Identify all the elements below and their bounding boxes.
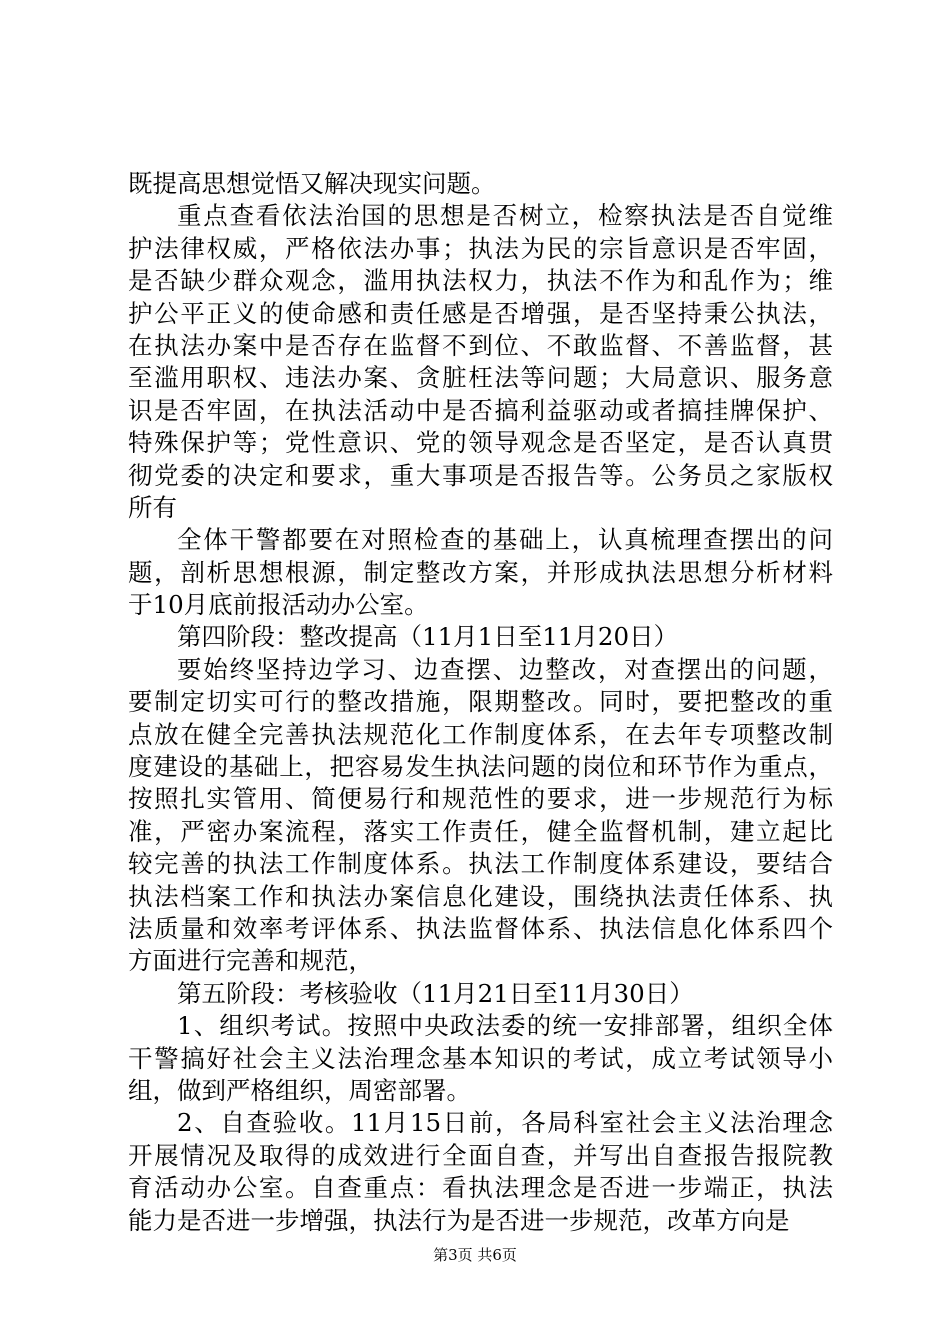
text-line: 是否缺少群众观念，滥用执法权力，执法不作为和乱作为；维 [128, 266, 833, 296]
paragraph [128, 621, 833, 653]
page-number-label: 第3页 共6页 [433, 1246, 517, 1264]
paragraph [128, 200, 833, 524]
text-line: 较完善的执法工作制度体系。执法工作制度体系建设，要结合 [128, 849, 833, 879]
text-line: 育活动办公室。自查重点：看执法理念是否进一步端正，执法 [128, 1173, 833, 1203]
text-line: 2、自查验收。11月15日前，各局科室社会主义法治理念 [177, 1108, 833, 1138]
text-line: 方面进行完善和规范， [128, 946, 373, 976]
text-line: 要制定切实可行的整改措施，限期整改。同时，要把整改的重 [128, 687, 833, 717]
text-line: 题，剖析思想根源，制定整改方案，并形成执法思想分析材料 [128, 557, 833, 587]
paragraph [128, 524, 833, 621]
text-line: 1、组织考试。按照中央政法委的统一安排部署，组织全体 [177, 1011, 833, 1041]
text-line: 组，做到严格组织，周密部署。 [128, 1075, 471, 1105]
text-line: 全体干警都要在对照检查的基础上，认真梳理查摆出的问 [177, 525, 833, 555]
text-line: 第四阶段：整改提高（11月1日至11月20日） [177, 622, 679, 652]
text-line: 识是否牢固，在执法活动中是否搞利益驱动或者搞挂牌保护、 [128, 395, 833, 425]
paragraph [128, 978, 833, 1010]
text-line: 开展情况及取得的成效进行全面自查，并写出自查报告报院教 [128, 1140, 833, 1170]
text-line: 既提高思想觉悟又解决现实问题。 [128, 169, 496, 198]
page-footer [0, 1245, 950, 1265]
text-line: 彻党委的决定和要求，重大事项是否报告等。公务员之家版权 [128, 460, 833, 490]
text-line: 要始终坚持边学习、边查摆、边整改，对查摆出的问题， [177, 654, 833, 684]
paragraph [128, 654, 833, 978]
text-line: 于10月底前报活动办公室。 [128, 590, 429, 620]
paragraph [128, 1010, 833, 1107]
text-line: 护法律权威，严格依法办事；执法为民的宗旨意识是否牢固， [128, 233, 833, 263]
text-line: 所有 [128, 492, 177, 522]
text-line: 点放在健全完善执法规范化工作制度体系，在去年专项整改制 [128, 719, 833, 749]
text-line: 按照扎实管用、简便易行和规范性的要求，进一步规范行为标 [128, 784, 833, 814]
text-line: 特殊保护等；党性意识、党的领导观念是否坚定，是否认真贯 [128, 428, 833, 458]
text-line: 第五阶段：考核验收（11月21日至11月30日） [177, 978, 694, 1008]
text-line: 护公平正义的使命感和责任感是否增强，是否坚持秉公执法， [128, 298, 833, 328]
text-line: 法质量和效率考评体系、执法监督体系、执法信息化体系四个 [128, 913, 833, 943]
paragraph [128, 1107, 833, 1237]
document-body [128, 168, 833, 1237]
text-line: 重点查看依法治国的思想是否树立，检察执法是否自觉维 [177, 201, 833, 231]
text-line: 度建设的基础上，把容易发生执法问题的岗位和环节作为重点， [128, 752, 833, 782]
text-line: 准，严密办案流程，落实工作责任，健全监督机制，建立起比 [128, 816, 833, 846]
paragraph [128, 168, 833, 200]
text-line: 至滥用职权、违法办案、贪脏枉法等问题；大局意识、服务意 [128, 363, 833, 393]
text-line: 能力是否进一步增强，执法行为是否进一步规范，改革方向是 [128, 1205, 790, 1235]
text-line: 在执法办案中是否存在监督不到位、不敢监督、不善监督，甚 [128, 330, 833, 360]
text-line: 干警搞好社会主义法治理念基本知识的考试，成立考试领导小 [128, 1043, 833, 1073]
text-line: 执法档案工作和执法办案信息化建设，围绕执法责任体系、执 [128, 881, 833, 911]
